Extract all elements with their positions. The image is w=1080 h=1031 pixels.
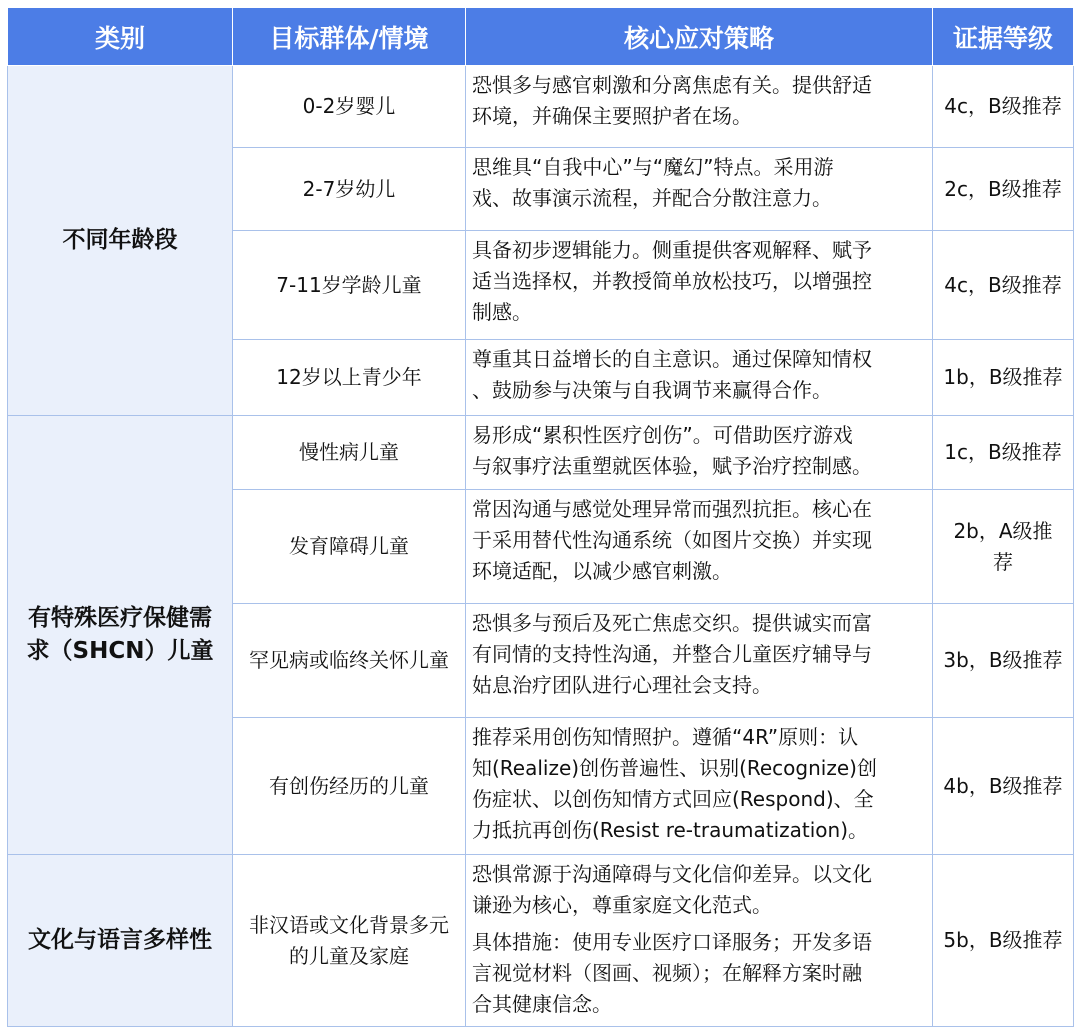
evidence-cell: 4b，B级推荐	[933, 718, 1074, 855]
group-cell: 有创伤经历的儿童	[233, 718, 466, 855]
group-cell: 罕见病或临终关怀儿童	[233, 604, 466, 718]
group-cell: 2-7岁幼儿	[233, 148, 466, 231]
group-cell: 发育障碍儿童	[233, 490, 466, 604]
category-shcn: 有特殊医疗保健需 求（SHCN）儿童	[8, 416, 233, 855]
strategy-table	[7, 7, 1074, 1027]
strategy-cell: 尊重其日益增长的自主意识。通过保障知情权 、鼓励参与决策与自我调节来赢得合作。	[466, 340, 933, 416]
evidence-cell: 5b，B级推荐	[933, 855, 1074, 1027]
header-evidence: 证据等级	[933, 8, 1074, 66]
strategy-cell: 具备初步逻辑能力。侧重提供客观解释、赋予 适当选择权，并教授简单放松技巧，以增强控 制感。	[466, 231, 933, 340]
strategy-cell: 推荐采用创伤知情照护。遵循“4R”原则：认 知(Realize)创伤普遍性、识别(Recognize)创 伤症状、以创伤知情方式回应(Respond)、全 力抵抗再创伤(Resist re-traumatization)。	[466, 718, 933, 855]
evidence-cell: 4c，B级推荐	[933, 231, 1074, 340]
header-group: 目标群体/情境	[233, 8, 466, 66]
strategy-cell: 恐惧常源于沟通障碍与文化信仰差异。以文化 谦逊为核心，尊重家庭文化范式。 具体措施：使用专业医疗口译服务；开发多语 言视觉材料（图画、视频）；在解释方案时融 合其健康信念。	[466, 855, 933, 1027]
category-culture: 文化与语言多样性	[8, 855, 233, 1027]
group-cell: 0-2岁婴儿	[233, 66, 466, 148]
group-cell: 慢性病儿童	[233, 416, 466, 490]
evidence-cell: 2b，A级推 荐	[933, 490, 1074, 604]
evidence-cell: 3b，B级推荐	[933, 604, 1074, 718]
evidence-cell: 1b，B级推荐	[933, 340, 1074, 416]
table-header-row	[8, 8, 1074, 66]
table-row	[8, 855, 1074, 1027]
strategy-cell: 恐惧多与感官刺激和分离焦虑有关。提供舒适 环境，并确保主要照护者在场。	[466, 66, 933, 148]
group-cell: 12岁以上青少年	[233, 340, 466, 416]
strategy-cell: 常因沟通与感觉处理异常而强烈抗拒。核心在 于采用替代性沟通系统（如图片交换）并实现 环境适配，以减少感官刺激。	[466, 490, 933, 604]
strategy-cell: 恐惧多与预后及死亡焦虑交织。提供诚实而富 有同情的支持性沟通，并整合儿童医疗辅导与 姑息治疗团队进行心理社会支持。	[466, 604, 933, 718]
group-cell: 7-11岁学龄儿童	[233, 231, 466, 340]
strategy-cell: 思维具“自我中心”与“魔幻”特点。采用游 戏、故事演示流程，并配合分散注意力。	[466, 148, 933, 231]
strategy-cell: 易形成“累积性医疗创伤”。可借助医疗游戏 与叙事疗法重塑就医体验，赋予治疗控制感。	[466, 416, 933, 490]
table-row	[8, 66, 1074, 148]
evidence-cell: 2c，B级推荐	[933, 148, 1074, 231]
header-strategy: 核心应对策略	[466, 8, 933, 66]
header-category: 类别	[8, 8, 233, 66]
group-cell: 非汉语或文化背景多元 的儿童及家庭	[233, 855, 466, 1027]
evidence-cell: 4c，B级推荐	[933, 66, 1074, 148]
category-age: 不同年龄段	[8, 66, 233, 416]
evidence-cell: 1c，B级推荐	[933, 416, 1074, 490]
table-row	[8, 416, 1074, 490]
